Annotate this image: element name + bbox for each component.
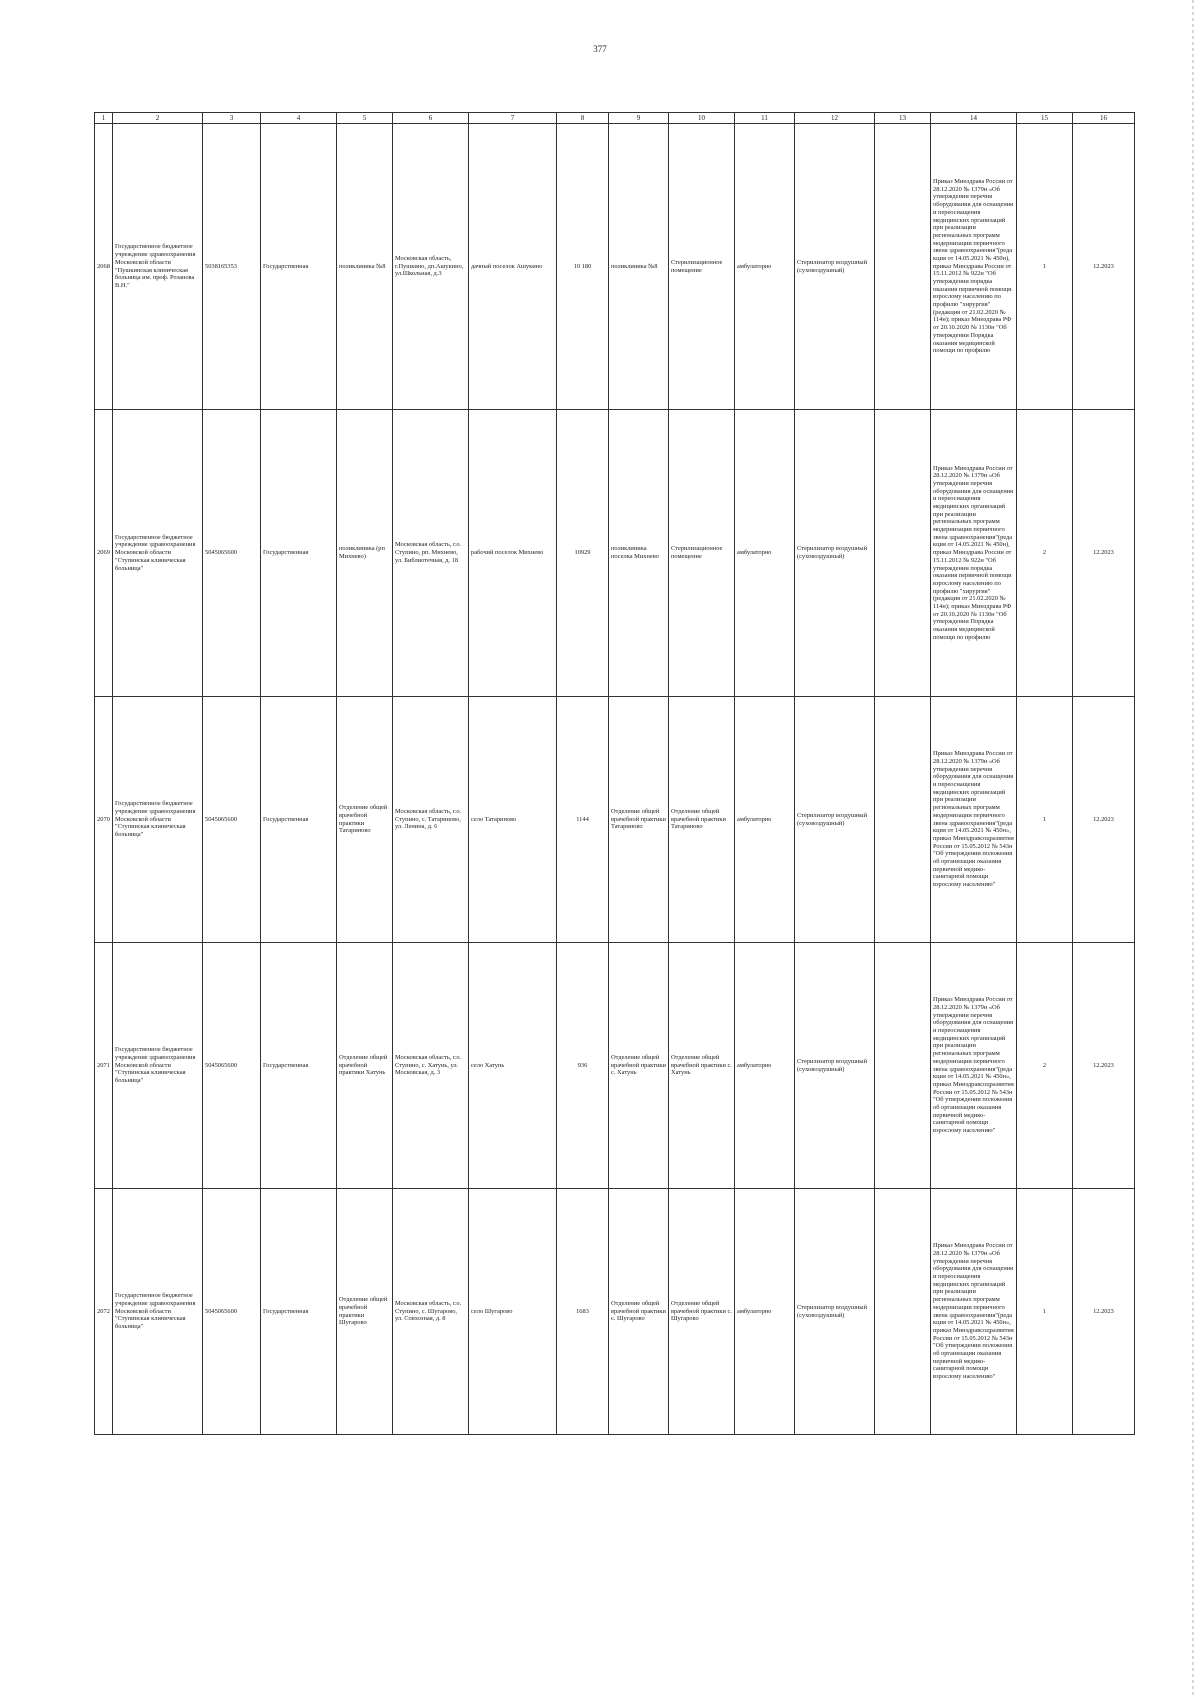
organization-name: Государственное бюджетное учреждение здравоохранения Московской области "Ступинская клиническая больница": [113, 1189, 203, 1435]
population: 936: [557, 943, 609, 1189]
care-type: амбулаторно: [735, 410, 795, 697]
subdivision: поликлиника №8: [609, 124, 669, 410]
row-number: 2069: [95, 410, 113, 697]
care-type: амбулаторно: [735, 124, 795, 410]
quantity: 1: [1017, 124, 1073, 410]
legal-basis: Приказ Минздрава России от 28.12.2020 № 1379н «Об утверждении перечня оборудования для оснащения и переоснащения медицинских организаций при реализации региональных программ модернизации первичного звена здравоохранения"(реда кция от 14.05.2021 № 450н», приказ Минздравсоцразвития России от 15.05.2012 № 543н "Об утверждении положения об организации оказания первичной медико-санитарной помощи взрослому населению": [931, 697, 1017, 943]
column-13-cell: [875, 410, 931, 697]
room: Стерилизационное помещение: [669, 124, 735, 410]
table-row: [95, 943, 1135, 1189]
scan-edge-artifact: [1192, 0, 1194, 1697]
population: 10 180: [557, 124, 609, 410]
organization-name: Государственное бюджетное учреждение здравоохранения Московской области "Пушкинская клиническая больница им. проф. Розанова В.Н.": [113, 124, 203, 410]
population: 1683: [557, 1189, 609, 1435]
locality: село Шугарово: [469, 1189, 557, 1435]
column-number: 12: [795, 113, 875, 124]
address: Московская область, г.Пушкино, дп.Ашукино, ул.Школьная, д.3: [393, 124, 469, 410]
column-number: 16: [1073, 113, 1135, 124]
table-row: [95, 1189, 1135, 1435]
legal-basis: Приказ Минздрава России от 28.12.2020 № 1379н «Об утверждении перечня оборудования для оснащения и переоснащения медицинских организаций при реализации региональных программ модернизации первичного звена здравоохранения"(реда кция от 14.05.2021 № 450н», приказ Минздравсоцразвития России от 15.05.2012 № 543н "Об утверждении положения об организации оказания первичной медико-санитарной помощи взрослому населению": [931, 1189, 1017, 1435]
inn: 5045065600: [203, 943, 261, 1189]
column-number: 8: [557, 113, 609, 124]
table-row: [95, 697, 1135, 943]
column-number: 5: [337, 113, 393, 124]
room: Отделение общей врачебной практики с. Шугарово: [669, 1189, 735, 1435]
room: Отделение общей врачебной практики с. Хатунь: [669, 943, 735, 1189]
column-number: 1: [95, 113, 113, 124]
column-13-cell: [875, 1189, 931, 1435]
address: Московская область, г.о. Ступино, с. Татариново, ул. Ленина, д. 6: [393, 697, 469, 943]
column-number: 13: [875, 113, 931, 124]
population: 10929: [557, 410, 609, 697]
equipment: Стерилизатор воздушный (суховоздушный): [795, 1189, 875, 1435]
column-number: 9: [609, 113, 669, 124]
structural-unit: поликлиника (рп Михнево): [337, 410, 393, 697]
locality: село Татариново: [469, 697, 557, 943]
ownership-form: Государственная: [261, 697, 337, 943]
table-row: [95, 124, 1135, 410]
care-type: амбулаторно: [735, 697, 795, 943]
room: Отделение общей врачебной практики Татариново: [669, 697, 735, 943]
locality: село Хатунь: [469, 943, 557, 1189]
column-13-cell: [875, 943, 931, 1189]
care-type: амбулаторно: [735, 1189, 795, 1435]
structural-unit: поликлиника №8: [337, 124, 393, 410]
equipment: Стерилизатор воздушный (суховоздушный): [795, 943, 875, 1189]
address: Московская область, г.о. Ступино, с. Хатунь, ул. Московская, д. 3: [393, 943, 469, 1189]
organization-name: Государственное бюджетное учреждение здравоохранения Московской области "Ступинская клиническая больница": [113, 697, 203, 943]
date: 12.2023: [1073, 697, 1135, 943]
ownership-form: Государственная: [261, 1189, 337, 1435]
ownership-form: Государственная: [261, 410, 337, 697]
equipment: Стерилизатор воздушный (суховоздушный): [795, 697, 875, 943]
row-number: 2068: [95, 124, 113, 410]
subdivision: поликлиника поселка Михнево: [609, 410, 669, 697]
column-number: 10: [669, 113, 735, 124]
row-number: 2071: [95, 943, 113, 1189]
equipment: Стерилизатор воздушный (суховоздушный): [795, 410, 875, 697]
inn: 5045065600: [203, 697, 261, 943]
ownership-form: Государственная: [261, 124, 337, 410]
locality: дачный поселок Ашукино: [469, 124, 557, 410]
subdivision: Отделение общей врачебной практики с. Хатунь: [609, 943, 669, 1189]
locality: рабочий поселок Михнево: [469, 410, 557, 697]
row-number: 2072: [95, 1189, 113, 1435]
subdivision: Отделение общей врачебной практики Татариново: [609, 697, 669, 943]
quantity: 2: [1017, 943, 1073, 1189]
column-number: 7: [469, 113, 557, 124]
column-number: 11: [735, 113, 795, 124]
structural-unit: Отделение общей врачебной практики Хатунь: [337, 943, 393, 1189]
quantity: 1: [1017, 1189, 1073, 1435]
date: 12.2023: [1073, 943, 1135, 1189]
inn: 5045065600: [203, 410, 261, 697]
legal-basis: Приказ Минздрава России от 28.12.2020 № 1379н «Об утверждении перечня оборудования для оснащения и переоснащения медицинских организаций при реализации региональных программ модернизации первичного звена здравоохранения"(реда кция от 14.05.2021 № 450н», приказ Минздравсоцразвития России от 15.05.2012 № 543н "Об утверждении положения об организации оказания первичной медико-санитарной помощи взрослому населению": [931, 943, 1017, 1189]
column-number: 6: [393, 113, 469, 124]
table-row: [95, 410, 1135, 697]
organization-name: Государственное бюджетное учреждение здравоохранения Московской области "Ступинская клиническая больница": [113, 943, 203, 1189]
equipment: Стерилизатор воздушный (суховоздушный): [795, 124, 875, 410]
column-number: 14: [931, 113, 1017, 124]
register-table: [94, 112, 1135, 1435]
address: Московская область, г.о. Ступино, с. Шугарово, ул. Совхозная, д. 8: [393, 1189, 469, 1435]
ownership-form: Государственная: [261, 943, 337, 1189]
column-13-cell: [875, 124, 931, 410]
column-number: 15: [1017, 113, 1073, 124]
structural-unit: Отделение общей врачебной практики Татариново: [337, 697, 393, 943]
date: 12.2023: [1073, 410, 1135, 697]
column-number: 2: [113, 113, 203, 124]
legal-basis: Приказ Минздрава России от 28.12.2020 № 1379н «Об утверждении перечня оборудования для оснащения и переоснащения медицинских организаций при реализации региональных программ модернизации первичного звена здравоохранения"(реда кция от 14.05.2021 № 450н), приказ Минздрава России от 15.11.2012 № 922н "Об утверждении порядка оказания первичной помощи взрослому населению по профилю "хирургия" (редакция от 21.02.2020 № 114н); приказ Минздрава РФ от 20.10.2020 № 1130н "Об утверждении Порядка оказания медицинской помощи по профилю: [931, 410, 1017, 697]
room: Стерилизационное помещение: [669, 410, 735, 697]
page-number: 377: [593, 44, 607, 54]
structural-unit: Отделение общей врачебной практики Шугарово: [337, 1189, 393, 1435]
date: 12.2023: [1073, 1189, 1135, 1435]
date: 12.2023: [1073, 124, 1135, 410]
inn: 5045065600: [203, 1189, 261, 1435]
column-number: 3: [203, 113, 261, 124]
care-type: амбулаторно: [735, 943, 795, 1189]
population: 1144: [557, 697, 609, 943]
address: Московская область, г.о. Ступино, рп. Михнево, ул. Библиотечная, д. 18: [393, 410, 469, 697]
column-number: 4: [261, 113, 337, 124]
subdivision: Отделение общей врачебной практики с. Шугарово: [609, 1189, 669, 1435]
legal-basis: Приказ Минздрава России от 28.12.2020 № 1379н «Об утверждении перечня оборудования для оснащения и переоснащения медицинских организаций при реализации региональных программ модернизации первичного звена здравоохранения"(реда кция от 14.05.2021 № 450н), приказ Минздрава России от 15.11.2012 № 922н "Об утверждении порядка оказания первичной помощи взрослому населению по профилю "хирургия" (редакция от 21.02.2020 № 114н); приказ Минздрава РФ от 20.10.2020 № 1130н "Об утверждении Порядка оказания медицинской помощи по профилю: [931, 124, 1017, 410]
column-13-cell: [875, 697, 931, 943]
inn: 5038165353: [203, 124, 261, 410]
quantity: 2: [1017, 410, 1073, 697]
column-number-row: [95, 113, 1135, 124]
quantity: 1: [1017, 697, 1073, 943]
organization-name: Государственное бюджетное учреждение здравоохранения Московской области "Ступинская клиническая больница": [113, 410, 203, 697]
row-number: 2070: [95, 697, 113, 943]
